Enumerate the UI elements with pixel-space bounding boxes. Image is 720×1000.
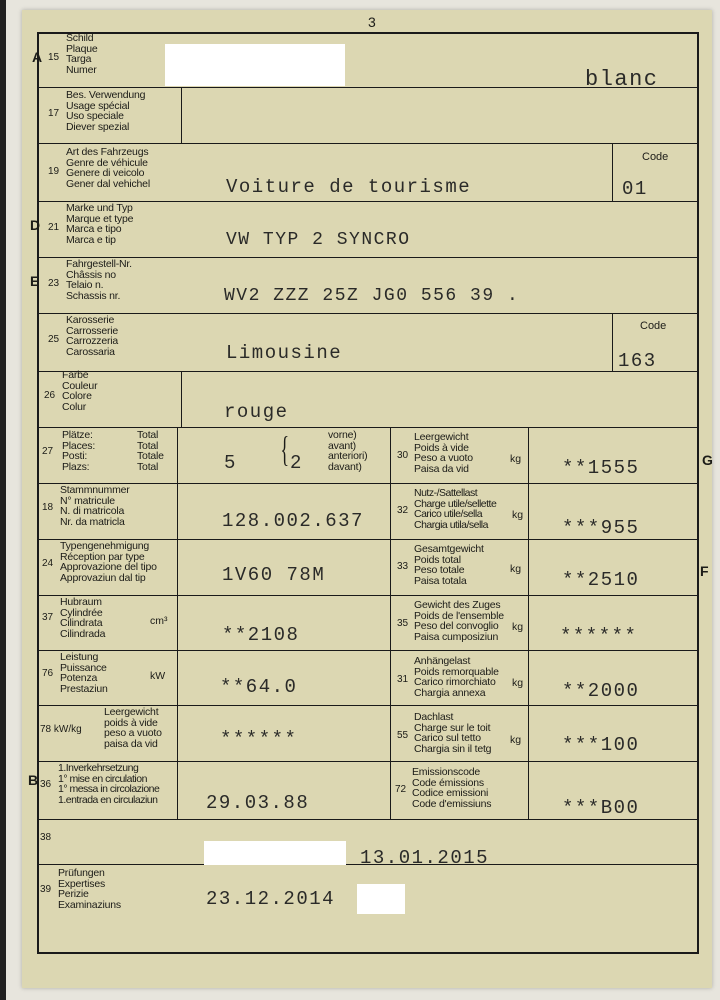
row-divider (37, 371, 699, 372)
field-37-value: **2108 (222, 624, 300, 646)
field-19-label: Art des Fahrzeugs Genre de véhicule Genere di veicolo Gener dal vehichel (66, 146, 150, 190)
field-19-number: 19 (48, 166, 60, 177)
field-25-label: Karosserie Carrosserie Carrozzeria Carossaria (66, 314, 119, 358)
field-27-value: 5 (224, 452, 237, 474)
field-18-label: Stammnummer N° matricule N. di matricola Nr. da matricla (60, 484, 130, 528)
field-30-value: **1555 (562, 457, 640, 479)
field-27-front-label: vorne) avant) anteriori) davant) (328, 429, 368, 473)
field-55-unit: kg (510, 734, 522, 746)
label-divider (177, 427, 178, 819)
field-55-label: Dachlast Charge sur le toit Carico sul tetto Chargia sin il tetg (414, 711, 492, 755)
field-39-number: 39 (40, 884, 52, 895)
field-25-code-label: Code (640, 320, 667, 332)
field-25-value: Limousine (226, 342, 343, 364)
field-35-unit: kg (512, 621, 524, 633)
row-divider (37, 819, 699, 820)
field-21-value: VW TYP 2 SYNCRO (226, 230, 411, 250)
value-divider (528, 427, 529, 819)
code-divider (612, 313, 613, 371)
field-39-value: 23.12.2014 (206, 888, 336, 910)
redacted-field-38 (204, 841, 346, 865)
field-21-label: Marke und Typ Marque et type Marca e tipo Marca e tip (66, 202, 134, 246)
field-19-value: Voiture de tourisme (226, 176, 472, 198)
field-78-value: ****** (220, 728, 298, 750)
side-letter-e: E (30, 273, 40, 289)
field-78-number: 78 kW/kg (40, 724, 82, 735)
left-page-edge (0, 0, 6, 1000)
field-23-value: WV2 ZZZ 25Z JG0 556 39 . (224, 286, 520, 306)
field-31-number: 31 (397, 674, 409, 685)
field-27-total-label: Total Total Totale Total (137, 429, 164, 473)
side-letter-d: D (30, 217, 41, 233)
field-33-value: **2510 (562, 569, 640, 591)
side-letter-a: A (32, 49, 43, 65)
field-24-value: 1V60 78M (222, 564, 326, 586)
row-divider (37, 201, 699, 202)
field-18-number: 18 (42, 502, 54, 513)
field-38-number: 38 (40, 832, 52, 843)
field-30-number: 30 (397, 450, 409, 461)
redacted-field-39 (357, 884, 405, 914)
field-36-value: 29.03.88 (206, 792, 310, 814)
field-55-number: 55 (397, 730, 409, 741)
field-33-unit: kg (510, 563, 522, 575)
side-letter-g: G (702, 452, 713, 468)
field-17-number: 17 (48, 108, 60, 119)
field-30-label: Leergewicht Poids à vide Peso a vuoto Paisa da vid (414, 431, 473, 475)
row-divider (37, 257, 699, 258)
redacted-plate-number (165, 44, 345, 86)
field-15-label: Schild Plaque Targa Numer (66, 32, 98, 76)
field-15-number: 15 (48, 52, 60, 63)
field-24-number: 24 (42, 558, 54, 569)
field-23-number: 23 (48, 278, 60, 289)
field-32-number: 32 (397, 505, 409, 516)
field-26-value: rouge (224, 401, 289, 423)
code-divider (612, 143, 613, 201)
field-35-label: Gewicht des Zuges Poids de l'ensemble Peso del convoglio Paisa cumposiziun (414, 599, 504, 643)
label-divider (181, 87, 182, 143)
field-21-number: 21 (48, 222, 60, 233)
field-36-number: 36 (40, 779, 52, 790)
field-27-front-value: 2 (290, 452, 303, 474)
field-76-number: 76 (42, 668, 54, 679)
field-37-number: 37 (42, 612, 54, 623)
field-32-value: ***955 (562, 517, 640, 539)
field-31-label: Anhängelast Poids remorquable Carico rimorchiato Chargia annexa (414, 655, 499, 699)
field-23-label: Fahrgestell-Nr. Châssis no Telaio n. Schassis nr. (66, 258, 132, 302)
field-19-code-label: Code (642, 151, 669, 163)
field-15-value: blanc (585, 67, 659, 92)
field-27-label: Plätze: Places: Posti: Plazs: (62, 429, 96, 473)
row-divider (37, 143, 699, 144)
field-17-label: Bes. Verwendung Usage spécial Uso speciale Diever spezial (66, 89, 146, 133)
field-55-value: ***100 (562, 734, 640, 756)
field-31-value: **2000 (562, 680, 640, 702)
row-divider (37, 313, 699, 314)
field-25-code: 163 (618, 350, 657, 372)
brace: { (280, 429, 289, 469)
field-31-unit: kg (512, 677, 524, 689)
field-38-value: 13.01.2015 (360, 847, 490, 869)
field-35-number: 35 (397, 618, 409, 629)
side-letter-b: B (28, 772, 39, 788)
field-19-code: 01 (622, 178, 648, 200)
label-divider (181, 371, 182, 427)
field-35-value: ****** (560, 625, 638, 647)
field-26-number: 26 (44, 390, 56, 401)
field-24-label: Typengenehmigung Réception par type Approvazione del tipo Approvaziun dal tip (60, 540, 157, 584)
field-32-label: Nutz-/Sattellast Charge utile/sellette Carico utile/sella Chargia utila/sella (414, 487, 497, 531)
field-72-value: ***B00 (562, 797, 640, 819)
field-33-label: Gesamtgewicht Poids total Peso totale Paisa totala (414, 543, 484, 587)
row-divider (37, 427, 699, 428)
field-30-unit: kg (510, 453, 522, 465)
field-76-label: Leistung Puissance Potenza Prestaziun (60, 651, 108, 695)
row-divider (37, 650, 699, 651)
field-26-label: Farbe Couleur Colore Colur (62, 369, 98, 413)
field-76-unit: kW (150, 670, 166, 682)
field-72-number: 72 (395, 784, 407, 795)
mid-divider (390, 427, 391, 819)
field-72-label: Emissionscode Code émissions Codice emissioni Code d'emissiuns (412, 766, 492, 810)
field-27-number: 27 (42, 446, 54, 457)
field-18-value: 128.002.637 (222, 510, 364, 532)
row-divider (37, 595, 699, 596)
field-32-unit: kg (512, 509, 524, 521)
field-36-label: 1.Inverkehrsetzung 1° mise en circulation 1° messa in circolazione 1.entrada en circulaziun (58, 762, 160, 806)
field-76-value: **64.0 (220, 676, 298, 698)
field-37-unit: cm³ (150, 615, 168, 627)
side-letter-f: F (700, 563, 709, 579)
field-25-number: 25 (48, 334, 60, 345)
field-78-label: Leergewicht poids à vide peso a vuoto paisa da vid (104, 706, 162, 750)
page-number: 3 (368, 14, 376, 30)
field-39-label: Prüfungen Expertises Perizie Examinaziuns (58, 867, 121, 911)
row-divider (37, 483, 699, 484)
field-37-label: Hubraum Cylindrée Cilindrata Cilindrada (60, 596, 106, 640)
field-33-number: 33 (397, 561, 409, 572)
